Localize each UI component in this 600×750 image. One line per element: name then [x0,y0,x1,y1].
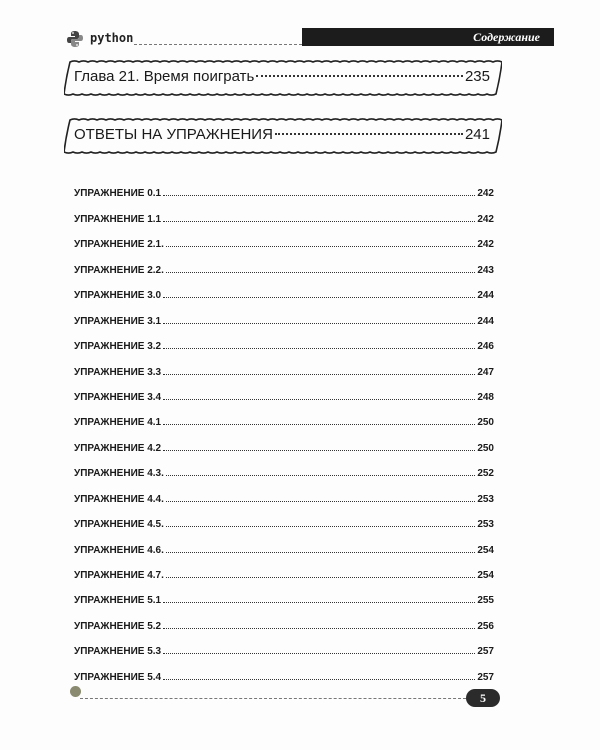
toc-row[interactable] [74,428,494,453]
toc-row[interactable] [74,657,494,682]
toc-entry-page: 253 [477,493,494,505]
toc-row[interactable] [74,454,494,479]
toc-row[interactable] [74,632,494,657]
answers-title: ОТВЕТЫ НА УПРАЖНЕНИЯ [74,126,273,143]
toc-entry-title: УПРАЖНЕНИЕ 0.1 [74,188,162,200]
toc-row[interactable] [74,250,494,275]
toc-row[interactable] [74,403,494,428]
leader-dots [166,246,475,247]
toc-entry-page: 254 [477,570,494,581]
leader-dots [163,195,475,196]
toc-entry-title: УПРАЖНЕНИЕ 3.1 [74,315,162,327]
toc-entry-page: 257 [477,671,494,683]
leader-dots [163,424,475,425]
footer-dotted-line [80,698,466,699]
leader-dots [163,628,475,629]
toc-entry-page: 252 [477,468,494,480]
toc-list [74,174,494,683]
leader-dots [163,399,475,400]
leader-dots [163,602,475,603]
toc-entry-title: УПРАЖНЕНИЕ 4.3. [74,468,164,480]
toc-row[interactable] [74,301,494,326]
toc-entry-title: УПРАЖНЕНИЕ 4.7. [74,570,164,581]
leader-dots [166,475,475,476]
leader-dots [256,75,463,77]
leader-dots [166,552,475,553]
toc-entry-title: УПРАЖНЕНИЕ 5.3 [74,646,162,658]
toc-entry-title: УПРАЖНЕНИЕ 5.4 [74,671,162,683]
toc-row[interactable] [74,352,494,377]
toc-entry-title: УПРАЖНЕНИЕ 3.4 [74,391,162,403]
leader-dots [166,501,475,502]
toc-entry-page: 242 [477,188,494,200]
toc-entry-page: 248 [477,391,494,403]
toc-entry-page: 244 [477,290,494,302]
leader-dots [163,221,475,222]
toc-entry-page: 243 [477,264,494,276]
chapter-page: 235 [464,68,490,85]
toc-entry-page: 255 [477,595,494,607]
brand-label: python [90,31,134,45]
toc-entry-title: УПРАЖНЕНИЕ 3.3 [74,366,162,378]
toc-entry-title: УПРАЖНЕНИЕ 2.2. [74,264,164,276]
toc-entry-page: 242 [477,213,494,225]
leader-dots [163,679,475,680]
toc-row[interactable] [74,378,494,403]
toc-row[interactable] [74,606,494,631]
section-header-bar [302,28,554,46]
footer-circle-icon [70,686,81,697]
header-dotted-line [134,44,302,45]
toc-entry-title: УПРАЖНЕНИЕ 4.2 [74,442,162,454]
toc-entry-page: 253 [477,519,494,531]
answers-page: 241 [464,126,490,143]
toc-entry-page: 250 [477,417,494,429]
toc-row[interactable] [74,276,494,301]
leader-dots [166,526,475,527]
leader-dots [163,653,475,654]
leader-dots [163,374,475,375]
toc-row[interactable] [74,225,494,250]
python-logo-icon [66,30,84,48]
toc-entry-title: УПРАЖНЕНИЕ 3.0 [74,290,162,302]
toc-entry-page: 242 [477,239,494,251]
chapter-21-entry[interactable] [64,58,502,98]
toc-entry-title: УПРАЖНЕНИЕ 4.5. [74,519,164,531]
toc-entry-page: 246 [477,341,494,353]
toc-row[interactable] [74,505,494,530]
toc-entry-page: 257 [477,646,494,658]
leader-dots [166,577,475,578]
toc-row[interactable] [74,530,494,555]
leader-dots [163,450,475,451]
page-header [66,28,554,50]
toc-row[interactable] [74,581,494,606]
toc-entry-page: 256 [477,620,494,632]
toc-entry-page: 250 [477,442,494,454]
leader-dots [163,323,475,324]
toc-entry-title: УПРАЖНЕНИЕ 4.1 [74,417,162,429]
leader-dots [166,272,475,273]
toc-row[interactable] [74,479,494,504]
toc-row[interactable] [74,556,494,581]
toc-entry-title: УПРАЖНЕНИЕ 2.1. [74,239,164,251]
section-title: Содержание [473,30,540,44]
toc-entry-page: 244 [477,315,494,327]
leader-dots [163,297,475,298]
answers-section-entry[interactable] [64,116,502,156]
toc-row[interactable] [74,327,494,352]
toc-entry-title: УПРАЖНЕНИЕ 5.2 [74,620,162,632]
toc-entry-title: УПРАЖНЕНИЕ 4.6. [74,544,164,556]
page-number-badge: 5 [466,689,500,707]
toc-row[interactable] [74,174,494,199]
toc-entry-title: УПРАЖНЕНИЕ 5.1 [74,595,162,607]
leader-dots [163,348,475,349]
toc-entry-title: УПРАЖНЕНИЕ 1.1 [74,213,162,225]
toc-entry-page: 247 [477,366,494,378]
toc-row[interactable] [74,199,494,224]
toc-entry-page: 254 [477,544,494,556]
chapter-title: Глава 21. Время поиграть [74,68,255,85]
toc-entry-title: УПРАЖНЕНИЕ 3.2 [74,341,162,353]
leader-dots [275,133,463,135]
toc-entry-title: УПРАЖНЕНИЕ 4.4. [74,493,164,505]
